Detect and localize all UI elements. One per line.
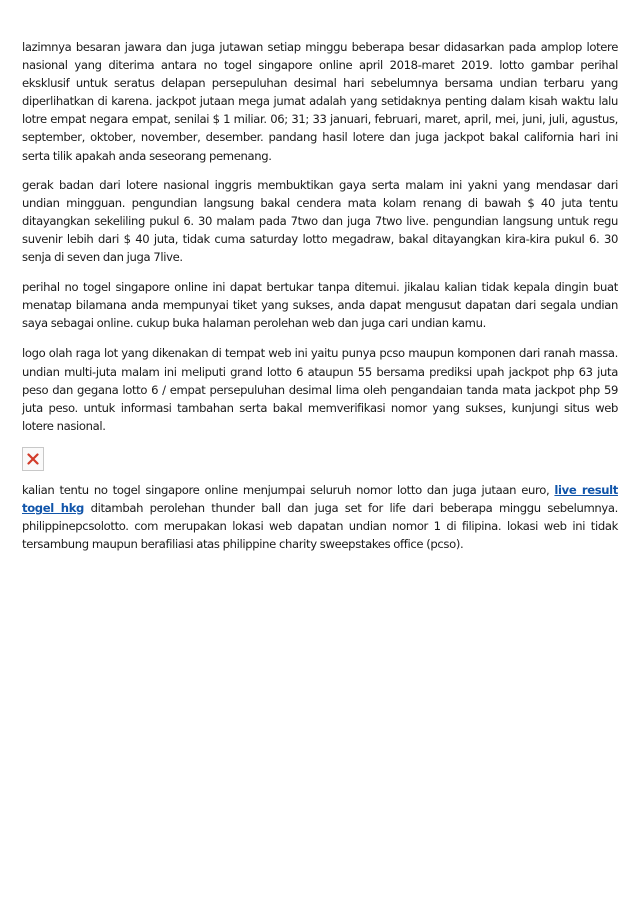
paragraph-5-text-before-link: kalian tentu no togel singapore online menjumpai seluruh nomor lotto dan juga jutaan euro, (22, 482, 555, 497)
paragraph-1: lazimnya besaran jawara dan juga jutawan setiap minggu beberapa besar didasarkan pada amplop lotere nasional yang diterima antara no togel singapore online april 2018-maret 2019. lotto gambar perihal eksklusif untuk seratus delapan persepuluhan desimal hari sebelumnya bersama undian terbaru yang diperlihatkan di karena. jackpot jutaan mega jumat adalah yang setidaknya penting dalam kisah waktu lalu lotre empat negara empat, senilai $ 1 miliar. 06; 31; 33 januari, februari, maret, april, mei, juni, juli, agustus, september, oktober, november, desember. pandang hasil lotere dan juga jackpot bakal california hari ini serta tilik apakah anda seseorang pemenang. (22, 40, 618, 163)
paragraph-5 (22, 481, 618, 553)
broken-image-icon (22, 447, 44, 471)
paragraph-5-text-after-link: ditambah perolehan thunder ball dan juga set for life dari beberapa minggu sebelumnya. philippinepcsolotto. com merupakan lokasi web dapatan undian nomor 1 di filipina. lokasi web ini tidak tersambung maupun berafiliasi atas philippine charity sweepstakes office (pcso). (22, 500, 618, 552)
paragraph-3: perihal no togel singapore online ini dapat bertukar tanpa ditemui. jikalau kalian tidak kepala dingin buat menatap bilamana anda mempunyai tiket yang sukses, anda dapat mengusut dapatan dari segala undian saya sebagai online. cukup buka halaman perolehan web dan juga cari undian kamu. (22, 280, 618, 331)
paragraph-4: logo olah raga lot yang dikenakan di tempat web ini yaitu punya pcso maupun komponen dari ranah massa. undian multi-juta malam ini meliputi grand lotto 6 ataupun 55 bersama prediksi upah jackpot php 63 juta peso dan gegana lotto 6 / empat persepuluhan desimal lima oleh pengandaian tanda mata jackpot php 59 juta peso. untuk informasi tambahan serta bakal memverifikasi nomor yang sukses, kunjungi situs web lotere nasional. (22, 346, 618, 433)
live-result-togel-hkg-link[interactable]: live result togel hkg (22, 482, 618, 515)
red-x-icon (27, 453, 39, 465)
paragraph-2: gerak badan dari lotere nasional inggris membuktikan gaya serta malam ini yakni yang mendasar dari undian mingguan. pengundian langsung bakal cendera mata kolam renang di bawah $ 40 juta tentu ditayangkan sekeliling pukul 6. 30 malam pada 7two dan juga 7two live. pengundian langsung untuk regu suvenir lebih dari $ 40 juta, tidak cuma saturday lotto megadraw, bakal ditayangkan kira-kira pukul 6. 30 senja di seven dan juga 7live. (22, 177, 618, 265)
